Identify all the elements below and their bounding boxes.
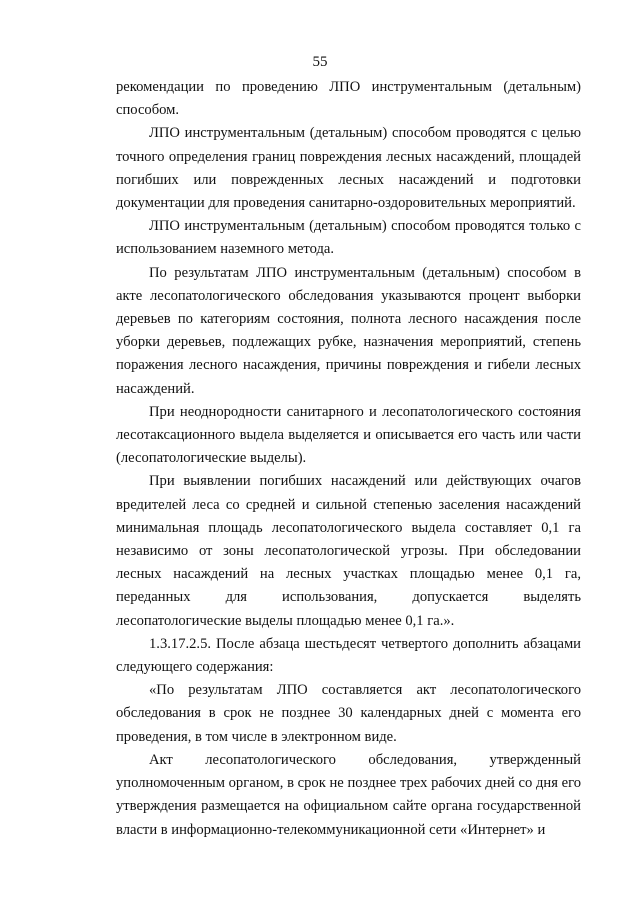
paragraph-2: ЛПО инструментальным (детальным) способом проводятся с целью точного определения границ повреждения лесных насаждений, площадей погибших или поврежденных лесных насаждений и подготовки документации для проведения санитарно-оздоровительных мероприятий. [116, 125, 581, 212]
paragraph-3: ЛПО инструментальным (детальным) способом проводятся только с использованием наземного метода. [116, 218, 581, 258]
paragraph-8: «По результатам ЛПО составляется акт лесопатологического обследования в срок не позднее 30 календарных дней с момента его проведения, в том числе в электронном виде. [116, 682, 581, 745]
document-body [116, 76, 581, 842]
paragraph-7: 1.3.17.2.5. После абзаца шестьдесят четвертого дополнить абзацами следующего содержания: [116, 635, 581, 676]
paragraph-6: При выявлении погибших насаждений или действующих очагов вредителей леса со средней и сильной степенью заселения насаждений минимальная площадь лесопатологического выдела составляет 0,1 га независимо от зоны лесопатологической угрозы. При обследовании лесных насаждений на лесных участках площадью менее 0,1 га, переданных для использования, допускается выделять лесопатологические выделы площадью менее 0,1 га.». [116, 473, 581, 629]
paragraph-1: рекомендации по проведению ЛПО инструментальным (детальным) способом. [116, 79, 581, 119]
paragraph-9: Акт лесопатологического обследования, утвержденный уполномоченным органом, в срок не позднее трех рабочих дней со дня его утверждения размещается на официальном сайте органа государственной власти в информационно-телекоммуникационной сети «Интернет» и [116, 751, 581, 838]
paragraph-4: По результатам ЛПО инструментальным (детальным) способом в акте лесопатологического обследования указываются процент выборки деревьев по категориям состояния, полнота лесного насаждения после уборки деревьев, подлежащих рубке, назначения мероприятий, степень поражения лесного насаждения, причины повреждения и гибели лесных насаждений. [116, 264, 581, 397]
paragraph-5: При неоднородности санитарного и лесопатологического состояния лесотаксационного выдела выделяется и описывается его часть или части (лесопатологические выделы). [116, 403, 581, 467]
page-number: 55 [312, 54, 328, 70]
